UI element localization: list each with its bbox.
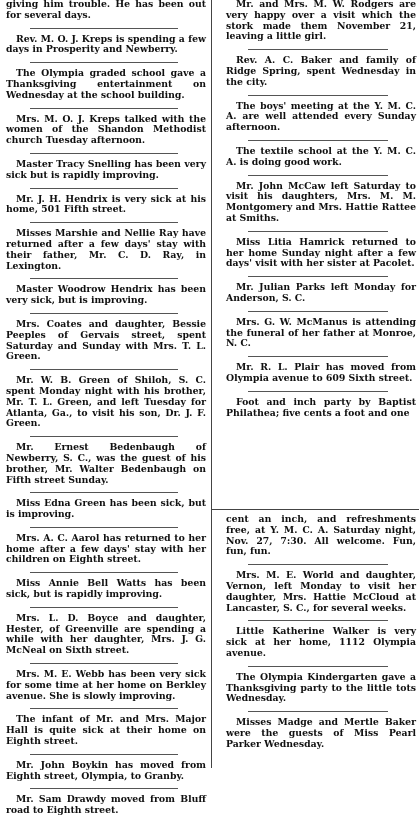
item-separator — [30, 222, 178, 223]
item-separator — [30, 527, 178, 528]
news-item: Mr. Sam Drawdy moved from Bluff road to Eighth street. — [6, 794, 206, 817]
bottom-column — [218, 515, 418, 751]
news-item: The Olympia graded school gave a Thanksgiving entertainment on Wednesday at the school building. — [6, 68, 206, 101]
news-item: Mr. Julian Parks left Monday for Anderson, S. C. — [226, 282, 416, 304]
news-item: Mr. J. H. Hendrix is very sick at his home, 501 Fifth street. — [6, 193, 206, 216]
item-separator — [248, 356, 388, 357]
news-item: Master Tracy Snelling has been very sick but is rapidly improving. — [6, 158, 206, 181]
news-item: Mr. R. L. Plair has moved from Olympia avenue to 609 Sixth street. — [226, 362, 416, 384]
news-item: Rev. A. C. Baker and family of Ridge Spring, spent Wednesday in the city. — [226, 55, 416, 88]
item-separator — [30, 313, 178, 314]
news-item: Mrs. G. W. McManus is attending the funeral of her father at Monroe, N. C. — [226, 316, 416, 350]
item-separator — [30, 436, 178, 437]
item-separator — [30, 607, 178, 608]
news-item: Little Katherine Walker is very sick at her home, 1112 Olympia avenue. — [226, 626, 416, 659]
item-separator — [248, 49, 388, 50]
item-separator — [30, 572, 178, 573]
item-separator — [248, 311, 388, 312]
item-separator — [30, 28, 178, 29]
item-separator — [30, 788, 178, 789]
news-item: Mrs. Coates and daughter, Bessie Peeples of Gervais street, spent Saturday and Sunday with Mrs. T. L. Green. — [6, 318, 206, 363]
news-item: Master Woodrow Hendrix has been very sick, but is improving. — [6, 284, 206, 307]
right-column — [218, 0, 418, 419]
news-item: Mrs. M. E. World and daughter, Vernon, left Monday to visit her daughter, Mrs. Hattie McCloud at Lancaster, S. C., for several weeks. — [226, 570, 416, 614]
item-separator — [30, 492, 178, 493]
section-rule — [212, 509, 419, 510]
item-separator — [30, 369, 178, 370]
news-item: Mrs. M. E. Webb has been very sick for some time at her home on Berkley avenue. She is slowly improving. — [6, 669, 206, 702]
news-item: Mr. and Mrs. M. W. Rodgers are very happy over a visit which the stork made them November 21, leaving a little girl. — [226, 0, 416, 43]
item-separator — [30, 754, 178, 755]
item-separator — [248, 564, 388, 565]
news-item: Mr. John McCaw left Saturday to visit his daughters, Mrs. M. M. Montgomery and Mrs. Hattie Rattee at Smiths. — [226, 180, 416, 224]
news-item: Mrs. M. O. J. Kreps talked with the women of the Shandon Methodist church Tuesday afternoon. — [6, 113, 206, 147]
left-column — [0, 0, 208, 817]
news-item: Rev. M. O. J. Kreps is spending a few days in Prosperity and Newberry. — [6, 33, 206, 56]
item-separator — [248, 391, 388, 392]
news-item: Mr. W. B. Green of Shiloh, S. C. spent Monday night with his brother, Mr. T. L. Green, and left Tuesday for Atlanta, Ga., to visit his son, Dr. J. F. Green. — [6, 375, 206, 430]
item-separator — [248, 231, 388, 232]
column-rule — [211, 0, 212, 768]
item-separator — [248, 276, 388, 277]
item-separator — [30, 708, 178, 709]
news-item: The boys' meeting at the Y. M. C. A. are well attended every Sunday afternoon. — [226, 100, 416, 134]
news-item: cent an inch, and refreshments free, at Y. M. C. A. Saturday night, Nov. 27, 7:30. All welcome. Fun, fun, fun. — [226, 514, 416, 558]
item-separator — [30, 153, 178, 154]
news-item: Mrs. A. C. Aarol has returned to her home after a few days' stay with her children on Eighth street. — [6, 532, 206, 566]
news-item: giving him trouble. He has been out for several days. — [6, 0, 206, 21]
news-item: Foot and inch party by Baptist Philathea; five cents a foot and one — [226, 396, 416, 419]
item-separator — [248, 666, 388, 667]
news-item: The infant of Mr. and Mrs. Major Hall is quite sick at their home on Eighth street. — [6, 714, 206, 748]
item-separator — [248, 711, 388, 712]
news-item: Mrs. L. D. Boyce and daughter, Hester, of Greenville are spending a while with her daughter, Mrs. J. G. McNeal on Sixth street. — [6, 612, 206, 657]
news-item: Miss Annie Bell Watts has been sick, but is rapidly improving. — [6, 578, 206, 601]
item-separator — [248, 140, 388, 141]
news-item: The textile school at the Y. M. C. A. is doing good work. — [226, 145, 416, 168]
item-separator — [30, 62, 178, 63]
item-separator — [30, 188, 178, 189]
news-item: Miss Edna Green has been sick, but is improving. — [6, 498, 206, 521]
item-separator — [248, 620, 388, 621]
news-item: The Olympia Kindergarten gave a Thanksgiving party to the little tots Wednesday. — [226, 671, 416, 705]
item-separator — [248, 95, 388, 96]
news-item: Miss Litia Hamrick returned to her home Sunday night after a few days' visit with her sister at Pacolet. — [226, 236, 416, 270]
news-item: Misses Madge and Mertle Baker were the guests of Miss Pearl Parker Wednesday. — [226, 717, 416, 750]
item-separator — [30, 108, 178, 109]
item-separator — [248, 175, 388, 176]
item-separator — [30, 278, 178, 279]
news-item: Misses Marshie and Nellie Ray have returned after a few days' stay with their father, Mr. C. D. Ray, in Lexington. — [6, 228, 206, 272]
news-item: Mr. John Boykin has moved from Eighth street, Olympia, to Granby. — [6, 759, 206, 782]
news-item: Mr. Ernest Bedenbaugh of Newberry, S. C., was the guest of his brother, Mr. Walter Bedenbaugh on Fifth street Sunday. — [6, 442, 206, 486]
item-separator — [30, 663, 178, 664]
